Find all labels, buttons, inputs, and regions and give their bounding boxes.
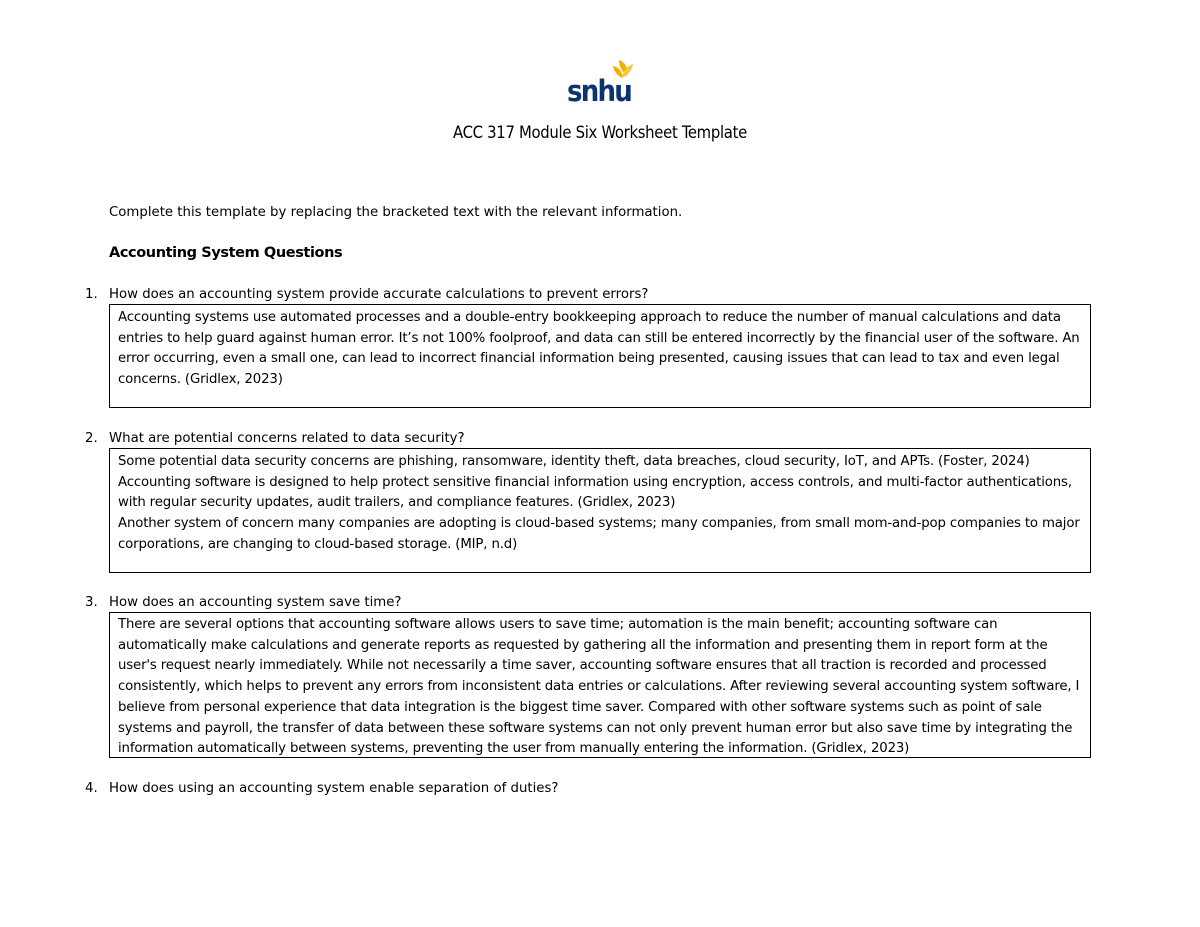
question-number: 4. [85, 781, 98, 796]
question-text: How does an accounting system save time? [109, 595, 402, 610]
section-heading: Accounting System Questions [109, 245, 343, 261]
question-text: How does using an accounting system enable separation of duties? [109, 781, 559, 796]
answer-paragraph: Accounting systems use automated processes and a double-entry bookkeeping approach to reduce the number of manual calculations and data entries to help guard against human error. It’s not 100% foolproof, and data can still be entered incorrectly by the financial user of the software. An error occurring, even a small one, can lead to incorrect financial information being presented, causing issues that can lead to tax and even legal concerns. (Gridlex, 2023) [118, 310, 1080, 388]
instructions-text: Complete this template by replacing the bracketed text with the relevant information. [109, 205, 683, 220]
answer-paragraph: Another system of concern many companies are adopting is cloud-based systems; many companies, from small mom-and-pop companies to major corporations, are changing to cloud-based storage. (MIP, n.d) [118, 516, 1080, 552]
svg-text:snhu: snhu [567, 74, 632, 104]
answer-box-1[interactable] [109, 304, 1091, 408]
answer-paragraph: Accounting software is designed to help protect sensitive financial information using encryption, access controls, and multi-factor authentications, with regular security updates, audit trailers, and compliance features. (Gridlex, 2023) [118, 474, 1072, 511]
question-text: How does an accounting system provide accurate calculations to prevent errors? [109, 287, 649, 302]
question-text: What are potential concerns related to data security? [109, 431, 465, 446]
question-3 [85, 595, 401, 611]
answer-box-2[interactable] [109, 448, 1091, 573]
question-number: 2. [85, 431, 98, 446]
answer-paragraph: There are several options that accounting software allows users to save time; automation is the main benefit; accounting software can automatically make calculations and generate reports as requested by gathering all the information and presenting them in report form at the user's request nearly immediately. While not necessarily a time saver, accounting software ensures that all traction is recorded and processed consistently, which helps to prevent any errors from inconsistent data entries or calculations. After reviewing several accounting system software, I believe from personal experience that data integration is the biggest time saver. Compared with other software systems such as point of sale systems and payroll, the transfer of data between these software systems can not only prevent human error but also save time by integrating the information automatically between systems, preventing the user from manually entering the information. (Gridlex, 2023) [118, 617, 1080, 757]
answer-box-3[interactable] [109, 612, 1091, 758]
question-2 [85, 431, 465, 447]
snhu-logo [563, 58, 635, 104]
answer-paragraph: Some potential data security concerns are phishing, ransomware, identity theft, data breaches, cloud security, IoT, and APTs. (Foster, 2024) [118, 454, 1030, 469]
question-1 [85, 287, 648, 303]
document-title: ACC 317 Module Six Worksheet Template [453, 123, 747, 142]
question-number: 1. [85, 287, 98, 302]
question-4 [85, 781, 558, 797]
question-number: 3. [85, 595, 98, 610]
